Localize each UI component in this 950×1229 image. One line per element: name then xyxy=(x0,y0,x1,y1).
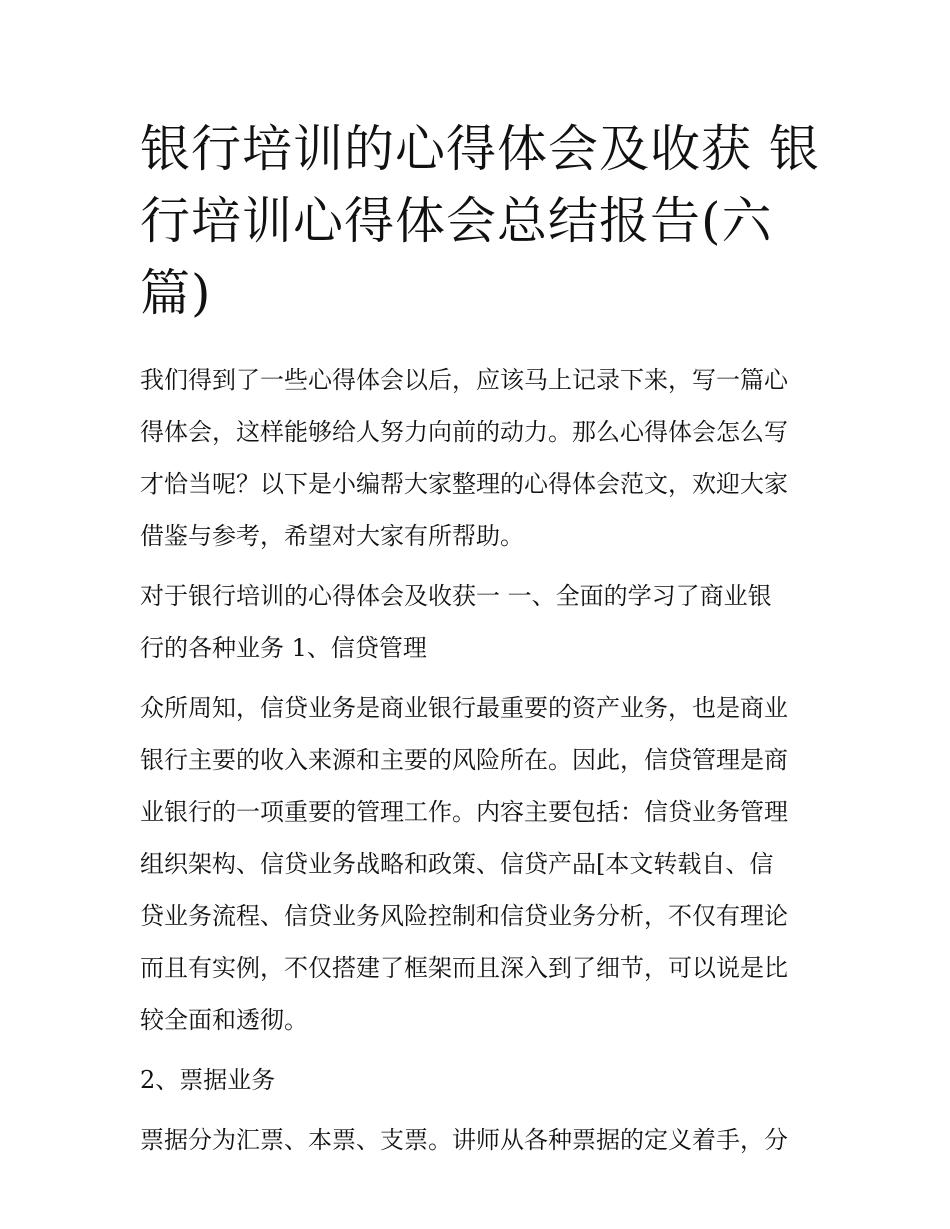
section-heading-paragraph xyxy=(140,570,812,674)
text-line: 众所周知，信贷业务是商业银行最重要的资产业务，也是商业 xyxy=(140,694,788,722)
text-line: 业银行的一项重要的管理工作。内容主要包括：信贷业务管理 xyxy=(140,798,788,826)
intro-paragraph xyxy=(140,354,812,562)
text-line: 银行主要的收入来源和主要的风险所在。因此，信贷管理是商 xyxy=(140,746,788,774)
credit-management-paragraph xyxy=(140,682,812,1046)
document-body xyxy=(140,354,812,1166)
title-line: 篇) xyxy=(140,264,212,322)
bill-business-heading xyxy=(140,1054,812,1106)
text-line: 较全面和透彻。 xyxy=(140,1006,308,1034)
text-line: 对于银行培训的心得体会及收获一 一、全面的学习了商业银 xyxy=(140,582,772,610)
text-line: 而且有实例，不仅搭建了框架而且深入到了细节，可以说是比 xyxy=(140,954,788,982)
text-line: 票据分为汇票、本票、支票。讲师从各种票据的定义着手，分 xyxy=(140,1126,788,1154)
bill-business-paragraph xyxy=(140,1114,812,1166)
document-title xyxy=(140,113,820,329)
title-line: 银行培训的心得体会及收获 银 xyxy=(140,120,820,178)
text-line: 才恰当呢？以下是小编帮大家整理的心得体会范文，欢迎大家 xyxy=(140,470,788,498)
text-line: 组织架构、信贷业务战略和政策、信贷产品[本文转载自、信 xyxy=(140,850,774,878)
text-line: 得体会，这样能够给人努力向前的动力。那么心得体会怎么写 xyxy=(140,418,788,446)
text-line: 我们得到了一些心得体会以后，应该马上记录下来，写一篇心 xyxy=(140,366,788,394)
text-line: 借鉴与参考，希望对大家有所帮助。 xyxy=(140,522,524,550)
text-line: 2、票据业务 xyxy=(140,1066,276,1094)
text-line: 贷业务流程、信贷业务风险控制和信贷业务分析，不仅有理论 xyxy=(140,902,788,930)
title-line: 行培训心得体会总结报告(六 xyxy=(140,192,773,250)
text-line: 行的各种业务 1、信贷管理 xyxy=(140,634,427,662)
